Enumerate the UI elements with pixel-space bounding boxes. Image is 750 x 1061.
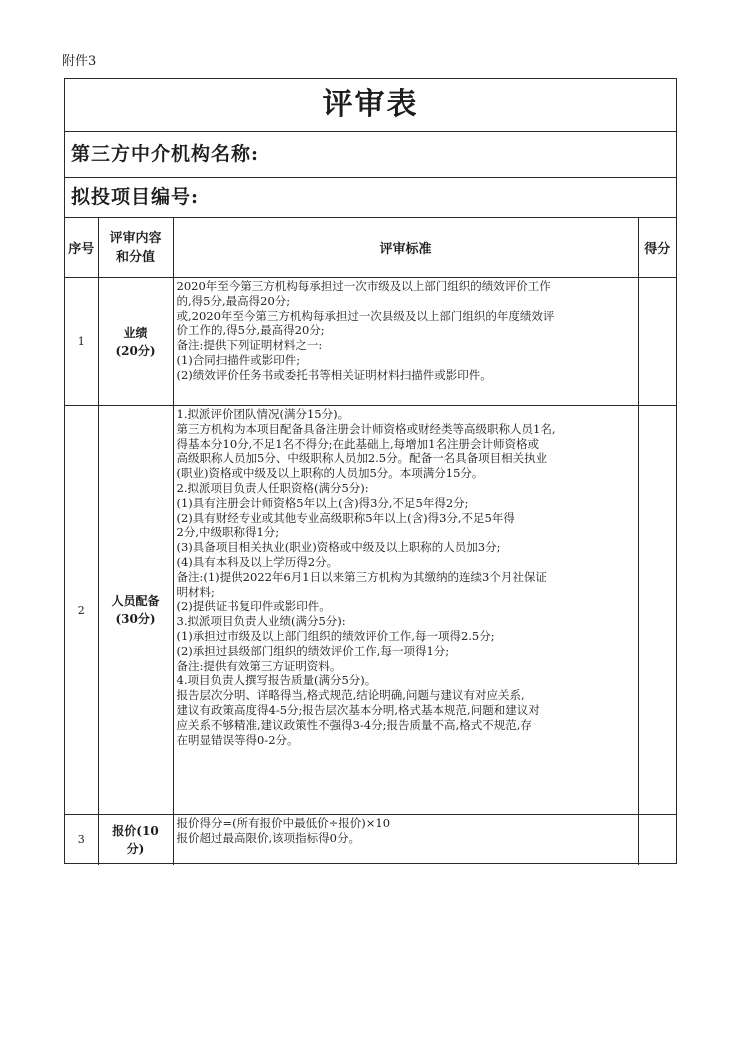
header-score: 得分 (638, 218, 676, 278)
table-row (65, 815, 676, 865)
row-criteria (173, 406, 638, 815)
header-row (65, 218, 676, 278)
project-number-field: 拟投项目编号: (71, 186, 200, 208)
row-seq: 1 (65, 278, 98, 406)
criteria-line: 报告层次分明、详略得当,格式规范,结论明确,问题与建议有对应关系, (176, 688, 525, 703)
criteria-line: (3)具备项目相关执业(职业)资格或中级及以上职称的人员加3分; (176, 540, 501, 555)
table-row (65, 406, 676, 815)
header-criteria: 评审标准 (173, 218, 638, 278)
criteria-line: (职业)资格或中级及以上职称的人员加5分。本项满分15分。 (176, 466, 484, 481)
criteria-line: (1)承担过市级及以上部门组织的绩效评价工作,每一项得2.5分; (176, 628, 495, 643)
criteria-table (65, 217, 676, 865)
criteria-line: 明材料; (176, 584, 215, 599)
criteria-line: 高级职称人员加5分、中级职称人员加2.5分。配备一名具备项目相关执业 (176, 451, 548, 466)
form-title: 评审表 (65, 79, 676, 132)
criteria-line: 应关系不够精准,建议政策性不强得3-4分;报告质量不高,格式不规范,存 (176, 717, 532, 732)
category-line1: 人员配备 (111, 594, 160, 608)
review-form (64, 78, 677, 864)
row-seq: 3 (65, 815, 98, 865)
row-criteria (173, 278, 638, 406)
criteria-line: (2)具有财经专业或其他专业高级职称5年以上(含)得3分,不足5年得 (176, 510, 515, 525)
category-line1: 报价(10 (112, 823, 159, 838)
category-line1: 业绩 (123, 325, 148, 340)
category-line2: (20分) (115, 343, 156, 358)
criteria-line: 备注:(1)提供2022年6月1日以来第三方机构为其缴纳的连续3个月社保证 (176, 569, 547, 584)
criteria-line: 备注:提供下列证明材料之一: (176, 338, 323, 353)
header-content-line2: 和分值 (115, 249, 155, 265)
criteria-line: 2.拟派项目负责人任职资格(满分5分): (176, 480, 369, 495)
row-category (98, 815, 173, 865)
criteria-line: (2)绩效评价任务书或委托书等相关证明材料扫描件或影印件。 (176, 367, 492, 382)
attachment-label: 附件3 (62, 54, 97, 69)
row-category (98, 278, 173, 406)
criteria-line: 价工作的,得5分,最高得20分; (176, 323, 325, 338)
table-row (65, 278, 676, 406)
row-category (98, 406, 173, 815)
criteria-line: 得基本分10分,不足1名不得分;在此基础上,每增加1名注册会计师资格或 (176, 436, 539, 451)
header-content-line1: 评审内容 (109, 230, 162, 246)
criteria-line: (1)具有注册会计师资格5年以上(含)得3分,不足5年得2分; (176, 495, 469, 510)
criteria-line: 报价超过最高限价,该项指标得0分。 (176, 830, 360, 845)
criteria-line: (2)承担过县级部门组织的绩效评价工作,每一项得1分; (176, 643, 450, 658)
criteria-line: 第三方机构为本项目配备具备注册会计师资格或财经类等高级职称人员1名, (176, 421, 556, 436)
agency-name-field: 第三方中介机构名称: (65, 131, 676, 178)
header-content (98, 218, 173, 278)
criteria-line: 1.拟派评价团队情况(满分15分)。 (176, 407, 350, 421)
criteria-line: (4)具有本科及以上学历得2分。 (176, 554, 339, 569)
row-criteria (173, 815, 638, 865)
category-line2: (30分) (115, 612, 156, 626)
row-seq: 2 (65, 406, 98, 815)
header-seq: 序号 (65, 218, 98, 278)
criteria-line: 在明显错误等得0-2分。 (176, 732, 299, 747)
criteria-line: 4.项目负责人撰写报告质量(满分5分)。 (176, 673, 377, 688)
criteria-line: 的,得5分,最高得20分; (176, 293, 291, 308)
row-score-cell[interactable] (638, 815, 676, 865)
criteria-line: 3.拟派项目负责人业绩(满分5分): (176, 614, 346, 629)
criteria-line: 2分,中级职称得1分; (176, 525, 280, 540)
criteria-line: 或,2020年至今第三方机构每承担过一次县级及以上部门组织的年度绩效评 (176, 308, 555, 323)
category-line2: 分) (126, 841, 145, 856)
criteria-line: (1)合同扫描件或影印件; (176, 352, 301, 367)
criteria-line: 报价得分=(所有报价中最低价÷报价)×10 (176, 816, 391, 830)
row-score-cell[interactable] (638, 406, 676, 815)
criteria-line: 备注:提供有效第三方证明资料。 (176, 658, 342, 673)
criteria-line: 建议有政策高度得4-5分;报告层次基本分明,格式基本规范,问题和建议对 (176, 702, 540, 717)
criteria-line: 2020年至今第三方机构每承担过一次市级及以上部门组织的绩效评价工作 (176, 279, 551, 293)
row-score-cell[interactable] (638, 278, 676, 406)
criteria-line: (2)提供证书复印件或影印件。 (176, 599, 331, 614)
